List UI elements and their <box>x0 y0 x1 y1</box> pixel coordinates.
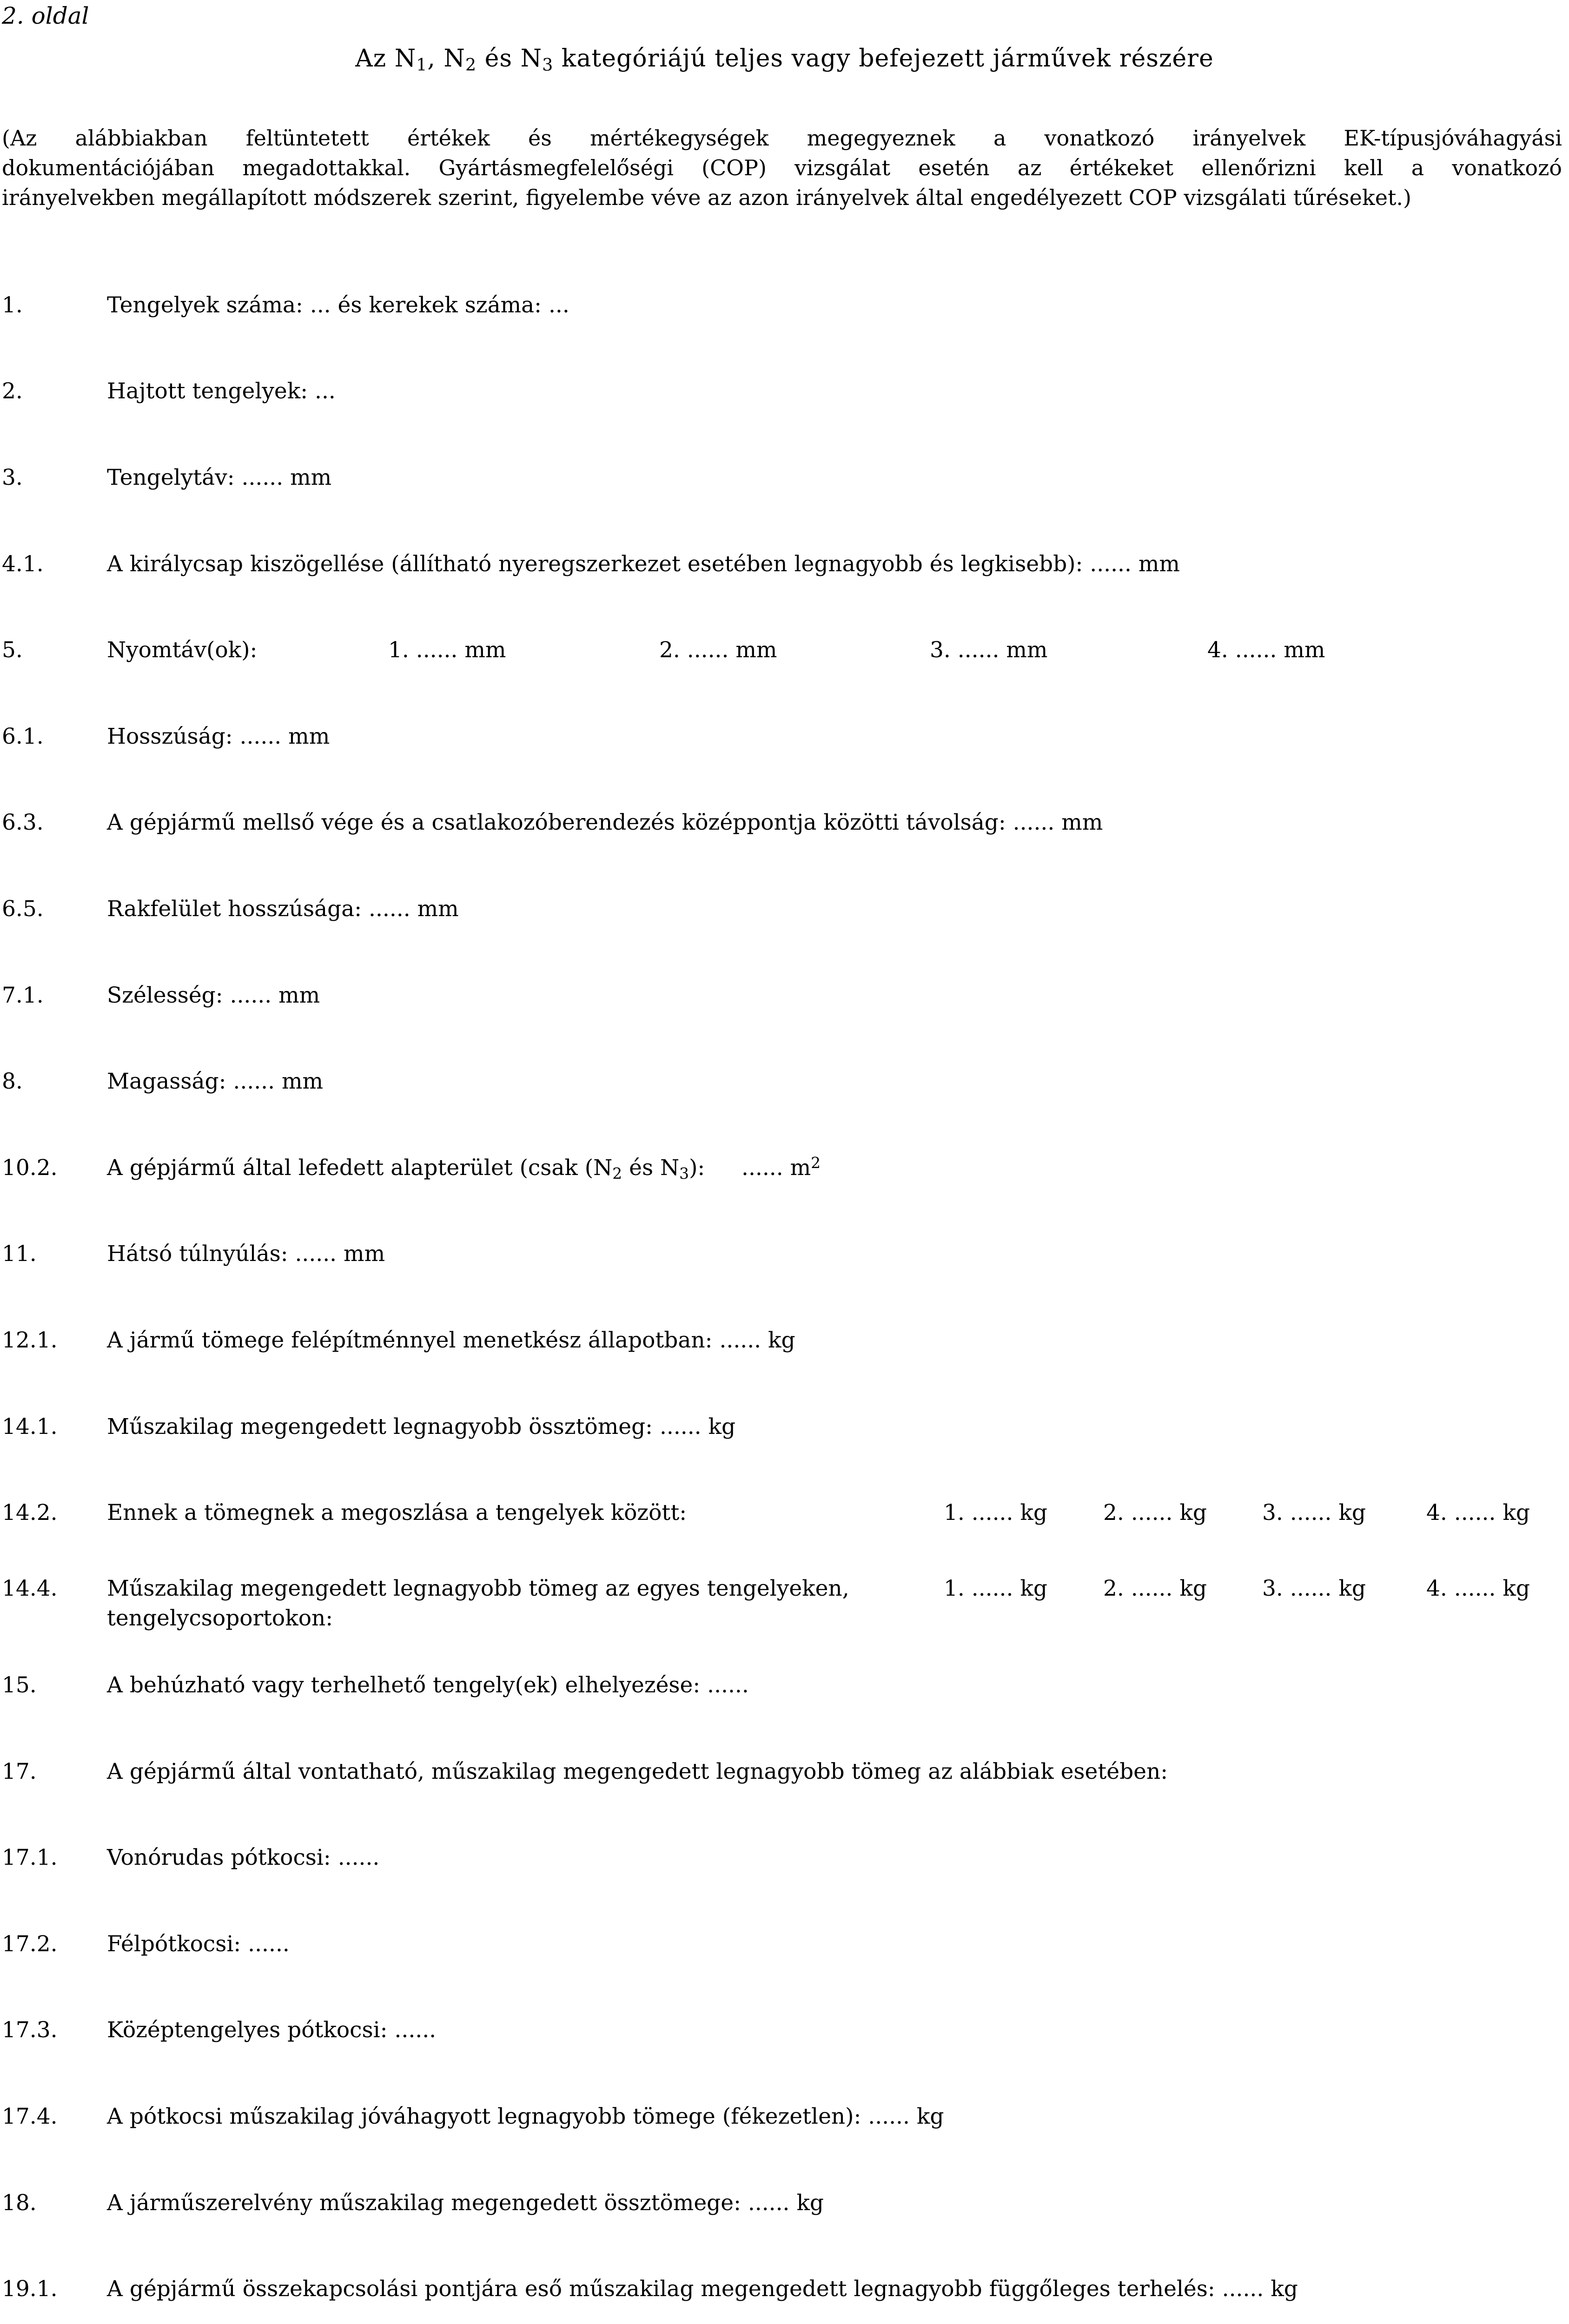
item-number: 5. <box>2 637 23 663</box>
item-number: 14.4. <box>2 1576 58 1601</box>
item-number: 14.2. <box>2 1500 58 1525</box>
axle-mass-slot-4: 4. ...... kg <box>1426 1500 1530 1525</box>
track-slot-3: 3. ...... mm <box>930 637 1048 663</box>
item-number: 19.1. <box>2 2276 58 2302</box>
title-sub-2: 2 <box>465 55 477 75</box>
item-6-3 <box>0 808 1569 878</box>
item-17-3 <box>0 2015 1569 2085</box>
item-text: Tengelytáv: ...... mm <box>107 465 332 490</box>
item-text: A gépjármű által vontatható, műszakilag megengedett legnagyobb tömeg az alábbiak esetében: <box>107 1759 1168 1784</box>
item-number: 18. <box>2 2190 37 2216</box>
item-text-sub-1: 2 <box>612 1164 622 1183</box>
track-slot-2: 2. ...... mm <box>659 637 777 663</box>
title-mid-2: és N <box>477 45 543 73</box>
item-number: 12.1. <box>2 1327 58 1353</box>
item-text-c: ): <box>689 1155 705 1181</box>
title-prefix: Az N <box>355 45 417 73</box>
item-17-2 <box>0 1929 1569 1999</box>
title-sub-1: 1 <box>416 55 428 75</box>
item-text: Félpótkocsi: ...... <box>107 1931 290 1957</box>
item-number: 6.1. <box>2 724 44 749</box>
track-slot-4: 4. ...... mm <box>1207 637 1325 663</box>
item-number: 7.1. <box>2 983 44 1008</box>
item-text: Nyomtáv(ok): <box>107 637 258 663</box>
item-text: A gépjármű mellső vége és a csatlakozóberendezés középpontja közötti távolság: ...... mm <box>107 810 1103 835</box>
item-number: 1. <box>2 292 23 318</box>
item-6-5 <box>0 894 1569 964</box>
item-number: 17.1. <box>2 1845 58 1870</box>
item-17 <box>0 1757 1569 1827</box>
item-text: Hajtott tengelyek: ... <box>107 378 336 404</box>
item-text: A gépjármű összekapcsolási pontjára eső műszakilag megengedett legnagyobb függőleges terhelés: ...... kg <box>107 2276 1298 2302</box>
intro-paragraph <box>2 123 1562 212</box>
item-2 <box>0 376 1569 446</box>
item-number: 15. <box>2 1672 37 1698</box>
item-8 <box>0 1067 1569 1136</box>
item-number: 6.3. <box>2 810 44 835</box>
axle-mass-slot-3: 3. ...... kg <box>1262 1500 1366 1525</box>
axle-mass-slot-2: 2. ...... kg <box>1103 1500 1207 1525</box>
item-10-2 <box>0 1153 1569 1223</box>
axle-mass-slot-1: 1. ...... kg <box>944 1500 1047 1525</box>
area-fill <box>741 1153 821 1183</box>
item-text-sub-2: 3 <box>679 1164 689 1183</box>
item-number: 6.5. <box>2 896 44 922</box>
axle-max-slot-1: 1. ...... kg <box>944 1576 1047 1601</box>
item-text: Hosszúság: ...... mm <box>107 724 330 749</box>
item-14-4 <box>0 1574 1569 1644</box>
title-suffix: kategóriájú teljes vagy befejezett járművek részére <box>553 45 1214 73</box>
item-text: A behúzható vagy terhelhető tengely(ek) elhelyezése: ...... <box>107 1672 749 1698</box>
item-text <box>107 1153 705 1183</box>
item-11 <box>0 1239 1569 1309</box>
item-3 <box>0 463 1569 533</box>
item-5 <box>0 635 1569 705</box>
item-15 <box>0 1670 1569 1740</box>
intro-line-3: irányelvekben megállapított módszerek szerint, figyelembe véve az azon irányelvek által engedélyezett COP vizsgálati tűréseket.) <box>2 185 1412 210</box>
axle-max-slot-2: 2. ...... kg <box>1103 1576 1207 1601</box>
intro-line-1: (Az alábbiakban feltüntetett értékek és mértékegységek megegyeznek a vonatkozó irányelvek EK-típusjóváhagyási <box>2 125 1562 151</box>
item-text: Magasság: ...... mm <box>107 1069 324 1094</box>
item-14-2 <box>0 1498 1569 1568</box>
item-number: 14.1. <box>2 1414 58 1439</box>
item-text: A jármű tömege felépítménnyel menetkész állapotban: ...... kg <box>107 1327 795 1353</box>
page-label: 2. oldal <box>2 2 89 29</box>
item-text: Műszakilag megengedett legnagyobb össztömeg: ...... kg <box>107 1414 736 1439</box>
item-text: Szélesség: ...... mm <box>107 983 320 1008</box>
area-unit-sup: 2 <box>811 1154 821 1172</box>
item-text: Középtengelyes pótkocsi: ...... <box>107 2017 437 2043</box>
item-number: 17.3. <box>2 2017 58 2043</box>
item-text: A királycsap kiszögellése (állítható nyeregszerkezet esetében legnagyobb és legkisebb): ...... mm <box>107 551 1180 577</box>
item-number: 17. <box>2 1759 37 1784</box>
area-fill-text: ...... m <box>741 1155 811 1181</box>
item-7-1 <box>0 981 1569 1050</box>
item-number: 2. <box>2 378 23 404</box>
item-number: 3. <box>2 465 23 490</box>
item-number: 8. <box>2 1069 23 1094</box>
item-text: A pótkocsi műszakilag jóváhagyott legnagyobb tömege (fékezetlen): ...... kg <box>107 2104 944 2129</box>
item-text: Vonórudas pótkocsi: ...... <box>107 1845 380 1870</box>
item-12-1 <box>0 1326 1569 1395</box>
item-text: Ennek a tömegnek a megoszlása a tengelyek között: <box>107 1500 687 1525</box>
item-number: 17.4. <box>2 2104 58 2129</box>
intro-line-2: dokumentációjában megadottakkal. Gyártásmegfelelőségi (COP) vizsgálat esetén az értékeket ellenőrizni kell a vonatkozó <box>2 155 1562 180</box>
item-text: Rakfelület hosszúsága: ...... mm <box>107 896 459 922</box>
item-text: Tengelyek száma: ... és kerekek száma: ... <box>107 292 569 318</box>
item-number: 4.1. <box>2 551 44 577</box>
item-19-1 <box>0 2274 1569 2324</box>
item-text: Műszakilag megengedett legnagyobb tömeg az egyes tengelyeken, tengelycsoportokon: <box>107 1576 849 1631</box>
axle-max-slot-4: 4. ...... kg <box>1426 1576 1530 1601</box>
item-18 <box>0 2188 1569 2258</box>
item-number: 10.2. <box>2 1155 58 1181</box>
item-1 <box>0 290 1569 360</box>
track-slot-1: 1. ...... mm <box>388 637 506 663</box>
item-text: Hátsó túlnyúlás: ...... mm <box>107 1241 385 1267</box>
item-14-1 <box>0 1412 1569 1482</box>
title-mid-1: , N <box>427 45 465 73</box>
item-text-b: és N <box>622 1155 680 1181</box>
item-number: 11. <box>2 1241 37 1267</box>
item-17-4 <box>0 2102 1569 2172</box>
page-title <box>0 42 1569 75</box>
item-6-1 <box>0 722 1569 792</box>
item-17-1 <box>0 1843 1569 1913</box>
item-text-a: A gépjármű által lefedett alapterület (csak (N <box>107 1155 613 1181</box>
item-text: A járműszerelvény műszakilag megengedett össztömege: ...... kg <box>107 2190 824 2216</box>
item-4-1 <box>0 549 1569 619</box>
title-sub-3: 3 <box>542 55 554 75</box>
item-number: 17.2. <box>2 1931 58 1957</box>
axle-max-slot-3: 3. ...... kg <box>1262 1576 1366 1601</box>
